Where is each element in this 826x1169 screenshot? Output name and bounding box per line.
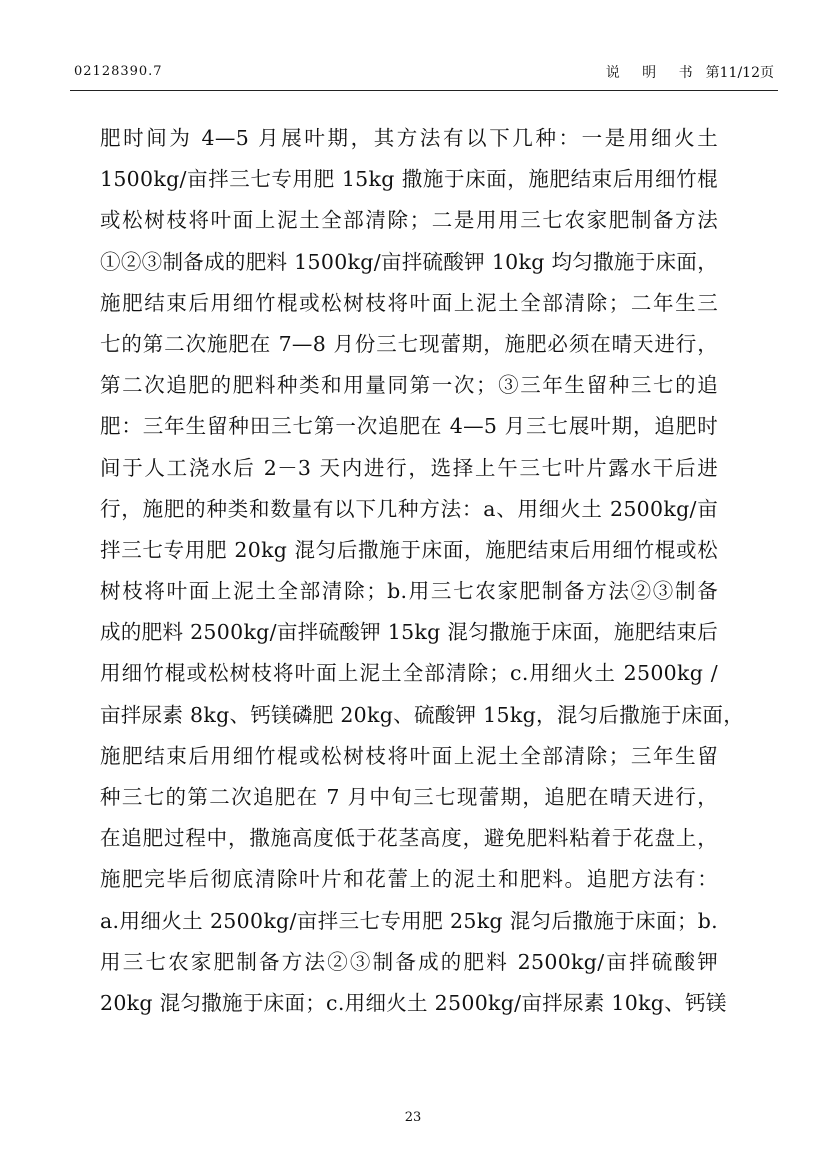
header-divider [70,90,778,91]
body-line: 或松树枝将叶面上泥土全部清除；二是用用三七农家肥制备方法 [100,208,718,233]
body-line: 20kg 混匀撒施于床面；c.用细火土 2500kg/亩拌尿素 10kg、钙镁 [100,990,727,1015]
page-number: 23 [404,1110,422,1125]
body-line: 用三七农家肥制备方法②③制备成的肥料 2500kg/亩拌硫酸钾 [100,949,718,974]
body-text [100,118,744,1024]
body-line: 成的肥料 2500kg/亩拌硫酸钾 15kg 混匀撒施于床面，施肥结束后 [100,620,718,645]
body-line: 拌三七专用肥 20kg 混匀后撒施于床面，施肥结束后用细竹棍或松 [100,537,718,562]
document-number: 02128390.7 [74,64,163,79]
body-line: 亩拌尿素 8kg、钙镁磷肥 20kg、硫酸钾 15kg，混匀后撒施于床面， [100,702,744,727]
body-line: 树枝将叶面上泥土全部清除；b.用三七农家肥制备方法②③制备 [100,579,718,604]
body-line: 施肥完毕后彻底清除叶片和花蕾上的泥土和肥料。追肥方法有： [100,867,718,892]
body-line: 间于人工浇水后 2－3 天内进行，选择上午三七叶片露水干后进 [100,455,718,480]
body-line: 1500kg/亩拌三七专用肥 15kg 撒施于床面，施肥结束后用细竹棍 [100,167,718,192]
body-line: 种三七的第二次追肥在 7 月中旬三七现蕾期，追肥在晴天进行， [100,785,718,809]
body-line: ①②③制备成的肥料 1500kg/亩拌硫酸钾 10kg 均匀撒施于床面， [100,249,718,274]
body-line: 用细竹棍或松树枝将叶面上泥土全部清除；c.用细火土 2500kg / [100,661,718,686]
body-line: 行，施肥的种类和数量有以下几种方法：a、用细火土 2500kg/亩 [100,496,718,521]
body-line: 肥时间为 4—5 月展叶期，其方法有以下几种：一是用细火土 [100,126,718,150]
document-title: 说 明 书 [605,65,702,81]
body-line: a.用细火土 2500kg/亩拌三七专用肥 25kg 混匀后撒施于床面；b. [100,908,718,933]
page-header-right [606,62,774,82]
body-line: 施肥结束后用细竹棍或松树枝将叶面上泥土全部清除；三年生留 [100,743,718,768]
body-line: 第二次追肥的肥料种类和用量同第一次；③三年生留种三七的追 [100,373,718,398]
body-line: 七的第二次施肥在 7—8 月份三七现蕾期，施肥必须在晴天进行， [100,331,718,356]
page-indicator: 第11/12页 [705,65,774,81]
body-line: 在追肥过程中，撒施高度低于花茎高度，避免肥料粘着于花盘上， [100,826,718,851]
body-line: 施肥结束后用细竹棍或松树枝将叶面上泥土全部清除；二年生三 [100,290,718,315]
body-line: 肥：三年生留种田三七第一次追肥在 4—5 月三七展叶期，追肥时 [100,414,718,439]
